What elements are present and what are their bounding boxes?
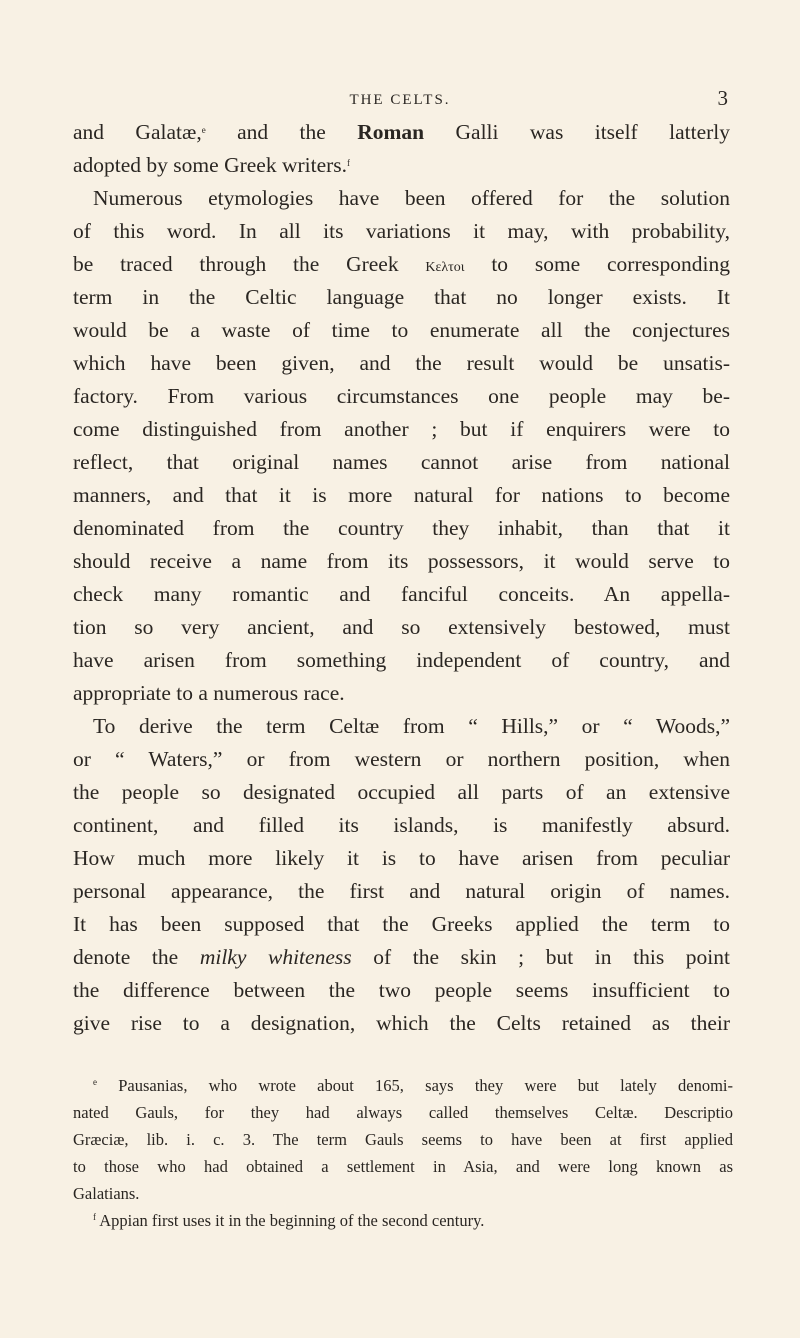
text-span: factory. From various circumstances one people may be- — [73, 384, 730, 408]
footnotes — [73, 1072, 733, 1234]
text-span: To derive the term Celtæ from “ Hills,” or “ Woods,” — [93, 714, 730, 738]
text-span: It has been supposed that the Greeks applied the term to — [73, 912, 730, 936]
text-line — [73, 974, 730, 1007]
text-span: tion so very ancient, and so extensively bestowed, must — [73, 615, 730, 639]
text-span: Pausanias, who wrote about 165, says they were but lately denomi- — [97, 1076, 733, 1095]
page-number: 3 — [717, 86, 728, 110]
text-line — [73, 776, 730, 809]
text-span: Κελτοι — [425, 260, 465, 275]
text-line — [73, 842, 730, 875]
text-span: Galatians. — [73, 1184, 140, 1203]
text-span: to some corresponding — [464, 252, 730, 276]
text-span: manners, and that it is more natural for nations to become — [73, 483, 730, 507]
footnote-line — [73, 1207, 733, 1234]
text-line — [73, 743, 730, 776]
text-line — [73, 248, 730, 281]
text-line — [73, 413, 730, 446]
text-span: or “ Waters,” or from western or northern position, when — [73, 747, 730, 771]
text-span: appropriate to a numerous race. — [73, 681, 345, 705]
text-line — [73, 479, 730, 512]
footnote-marker: e — [201, 125, 206, 135]
text-span: and the — [205, 120, 358, 144]
text-line — [73, 314, 730, 347]
footnote-marker: e — [93, 1077, 97, 1087]
emphasis-text: milky whiteness — [199, 945, 352, 969]
text-span: which have been given, and the result would be unsatis- — [73, 351, 730, 375]
text-line — [73, 281, 730, 314]
text-span: How much more likely it is to have arisen from peculiar — [73, 846, 730, 870]
text-line — [73, 908, 730, 941]
text-span: would be a waste of time to enumerate all the conjectures — [73, 318, 730, 342]
footnote-line — [73, 1180, 733, 1207]
text-span: Græciæ, lib. i. c. 3. The term Gauls seems to have been at first applied — [73, 1130, 733, 1149]
footnote-line — [73, 1099, 733, 1126]
footnote-line — [73, 1153, 733, 1180]
text-span: continent, and filled its islands, is manifestly absurd. — [73, 813, 730, 837]
text-span: nated Gauls, for they had always called themselves Celtæ. Descriptio — [73, 1103, 733, 1122]
text-line — [73, 875, 730, 908]
text-span: Roman — [357, 120, 425, 144]
text-line — [73, 578, 730, 611]
footnote-line — [73, 1072, 733, 1099]
text-span: personal appearance, the first and natural origin of names. — [73, 879, 730, 903]
text-span: check many romantic and fanciful conceits. An appella- — [73, 582, 730, 606]
text-span: of the skin ; but in this point — [351, 945, 730, 969]
text-line — [73, 644, 730, 677]
running-title: THE CELTS. — [349, 92, 451, 108]
text-span: term in the Celtic language that no longer exists. It — [73, 285, 730, 309]
text-line — [73, 446, 730, 479]
text-line — [73, 380, 730, 413]
text-span: Galli was itself latterly — [424, 120, 730, 144]
text-line — [73, 611, 730, 644]
text-span: to those who had obtained a settlement in Asia, and were long known as — [73, 1157, 733, 1176]
text-span: Numerous etymologies have been offered for the solution — [93, 186, 730, 210]
text-span: denominated from the country they inhabit, than that it — [73, 516, 730, 540]
text-span: Appian first uses it in the beginning of the second century. — [96, 1211, 485, 1230]
text-line — [73, 710, 730, 743]
footnote-line — [73, 1126, 733, 1153]
text-span: denote the — [73, 945, 200, 969]
text-span: should receive a name from its possessors, it would serve to — [73, 549, 730, 573]
text-span: adopted by some Greek writers. — [73, 153, 348, 177]
text-line — [73, 215, 730, 248]
text-span: give rise to a designation, which the Celts retained as their — [73, 1011, 730, 1035]
text-line — [73, 512, 730, 545]
text-span: the people so designated occupied all parts of an extensive — [73, 780, 730, 804]
footnote-marker: f — [347, 158, 351, 168]
text-span: reflect, that original names cannot arise from national — [73, 450, 730, 474]
text-span: the difference between the two people seems insufficient to — [73, 978, 730, 1002]
text-line — [73, 182, 730, 215]
text-line — [73, 677, 730, 710]
text-span: come distinguished from another ; but if enquirers were to — [73, 417, 730, 441]
running-header — [0, 86, 800, 116]
text-line — [73, 809, 730, 842]
text-span: and Galatæ, — [73, 120, 202, 144]
footnote-marker: f — [93, 1212, 96, 1222]
text-line — [73, 545, 730, 578]
text-line — [73, 116, 730, 149]
text-line — [73, 941, 730, 974]
text-span: have arisen from something independent of country, and — [73, 648, 730, 672]
text-line — [73, 149, 730, 182]
text-line — [73, 347, 730, 380]
text-span: be traced through the Greek — [73, 252, 426, 276]
text-span: of this word. In all its variations it may, with probability, — [73, 219, 730, 243]
text-line — [73, 1007, 730, 1040]
body-text — [73, 116, 730, 1040]
